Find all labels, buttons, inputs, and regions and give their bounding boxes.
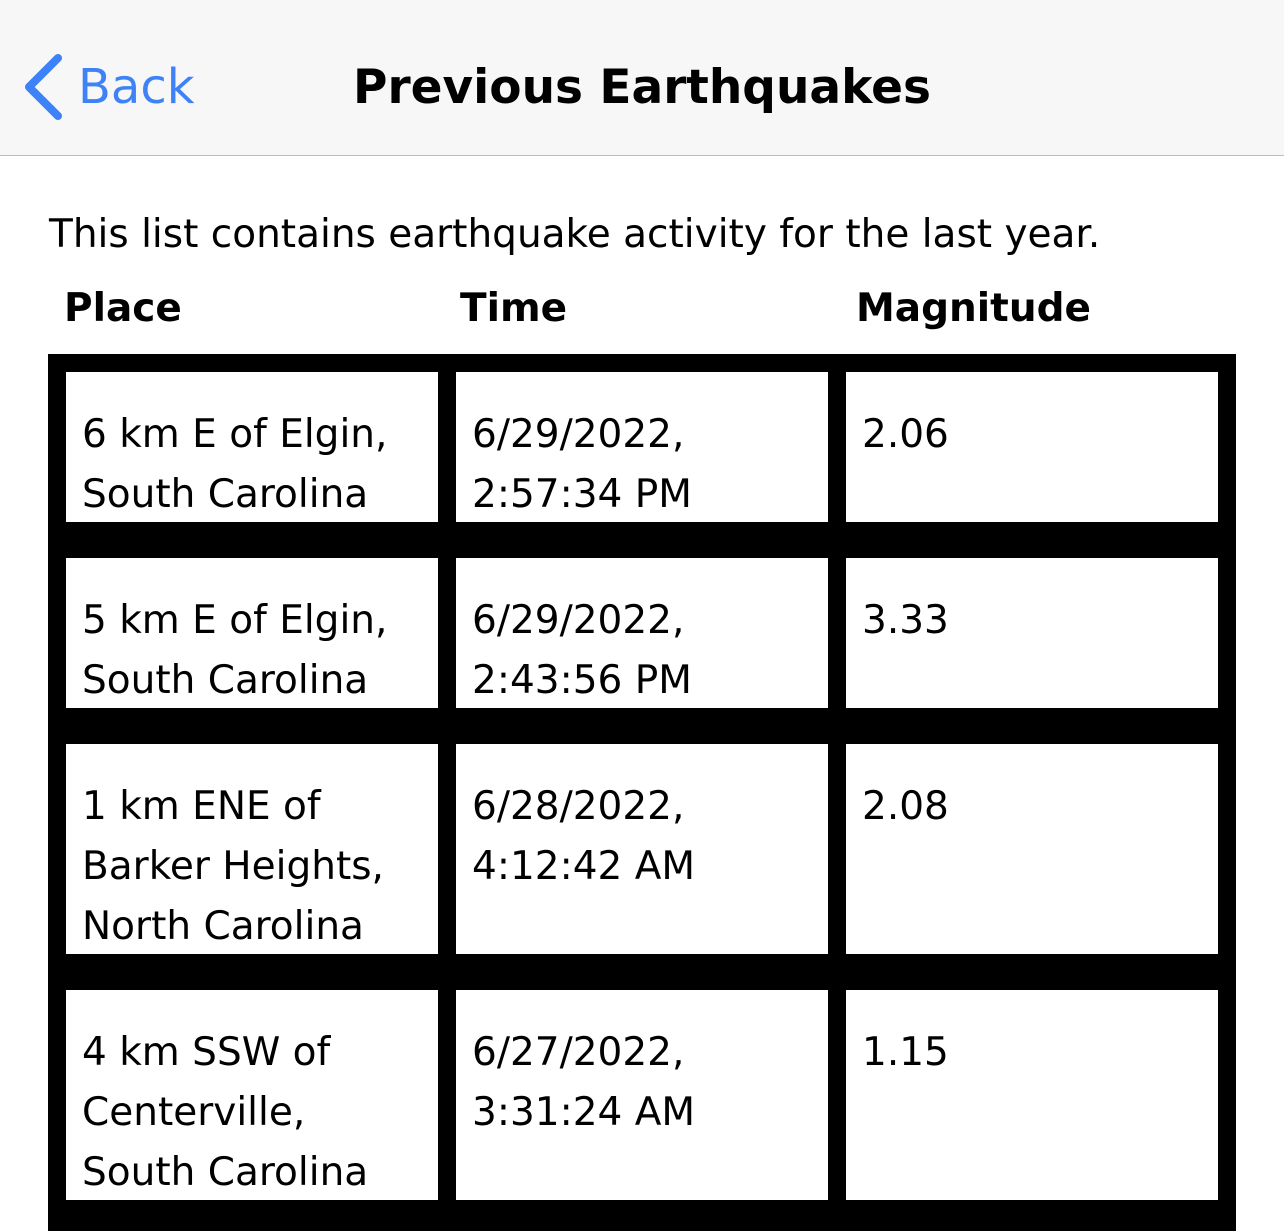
cell-time: 6/29/2022, 2:43:56 PM [456, 558, 828, 708]
cell-place: 4 km SSW of Centerville, South Carolina [66, 990, 438, 1200]
column-header-time: Time [460, 286, 568, 331]
cell-time: 6/29/2022, 2:57:34 PM [456, 372, 828, 522]
cell-magnitude: 3.33 [846, 558, 1218, 708]
column-header-magnitude: Magnitude [856, 286, 1091, 331]
navigation-bar [0, 0, 1284, 156]
cell-time: 6/27/2022, 3:31:24 AM [456, 990, 828, 1200]
cell-place: 1 km ENE of Barker Heights, North Carolina [66, 744, 438, 954]
back-label: Back [78, 59, 195, 115]
cell-magnitude: 2.08 [846, 744, 1218, 954]
cell-time: 6/28/2022, 4:12:42 AM [456, 744, 828, 954]
intro-text: This list contains earthquake activity for the last year. [49, 212, 1101, 257]
earthquake-table [48, 354, 1236, 1231]
cell-magnitude: 1.15 [846, 990, 1218, 1200]
cell-place: 5 km E of Elgin, South Carolina [66, 558, 438, 708]
cell-magnitude: 2.06 [846, 372, 1218, 522]
cell-place: 6 km E of Elgin, South Carolina [66, 372, 438, 522]
column-header-place: Place [64, 286, 182, 331]
page-title: Previous Earthquakes [353, 60, 931, 115]
